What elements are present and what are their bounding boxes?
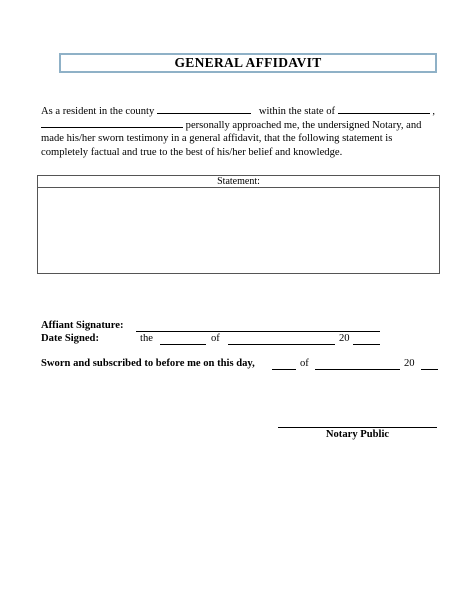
title-box [59, 53, 437, 73]
affiant-signature-blank[interactable] [136, 331, 380, 332]
date-day-blank[interactable] [160, 344, 206, 345]
intro-comma: , [432, 106, 436, 117]
intro-line-4: completely factual and true to the best of his/her belief and knowledge. [41, 146, 343, 158]
intro-paragraph [41, 104, 437, 159]
affiant-signature-row [41, 320, 124, 331]
date-year-blank[interactable] [353, 344, 380, 345]
sworn-day-blank[interactable] [272, 369, 296, 370]
sworn-row [41, 358, 255, 369]
date-month-blank[interactable] [228, 344, 335, 345]
intro-text-approached: personally approached me, the undersigned Notary, and [185, 120, 422, 132]
county-blank[interactable] [157, 104, 251, 114]
statement-label: Statement: [38, 176, 439, 188]
resident-name-blank[interactable] [41, 118, 183, 128]
sworn-year-prefix: 20 [404, 358, 415, 369]
intro-text-state: within the state of [258, 106, 336, 117]
document-title: GENERAL AFFIDAVIT [174, 55, 322, 70]
sworn-label: Sworn and subscribed to before me on this day, [41, 358, 255, 369]
date-year-prefix: 20 [339, 333, 350, 344]
date-signed-row [41, 333, 99, 344]
intro-line-1 [41, 104, 437, 118]
sworn-month-blank[interactable] [315, 369, 400, 370]
sworn-year-blank[interactable] [421, 369, 438, 370]
sworn-of-text: of [300, 358, 309, 369]
notary-public-label: Notary Public [325, 429, 390, 440]
affiant-signature-label: Affiant Signature: [41, 320, 124, 331]
date-signed-label: Date Signed: [41, 333, 99, 344]
notary-signature-blank[interactable] [278, 427, 437, 428]
intro-text-county: As a resident in the county [41, 106, 155, 117]
date-of-text: of [211, 333, 220, 344]
statement-box[interactable] [37, 175, 440, 274]
intro-line-2 [41, 118, 437, 132]
state-blank[interactable] [338, 104, 430, 114]
date-the-text: the [140, 333, 153, 344]
intro-line-3: made his/her sworn testimony in a general affidavit, that the following statement is [41, 133, 393, 145]
